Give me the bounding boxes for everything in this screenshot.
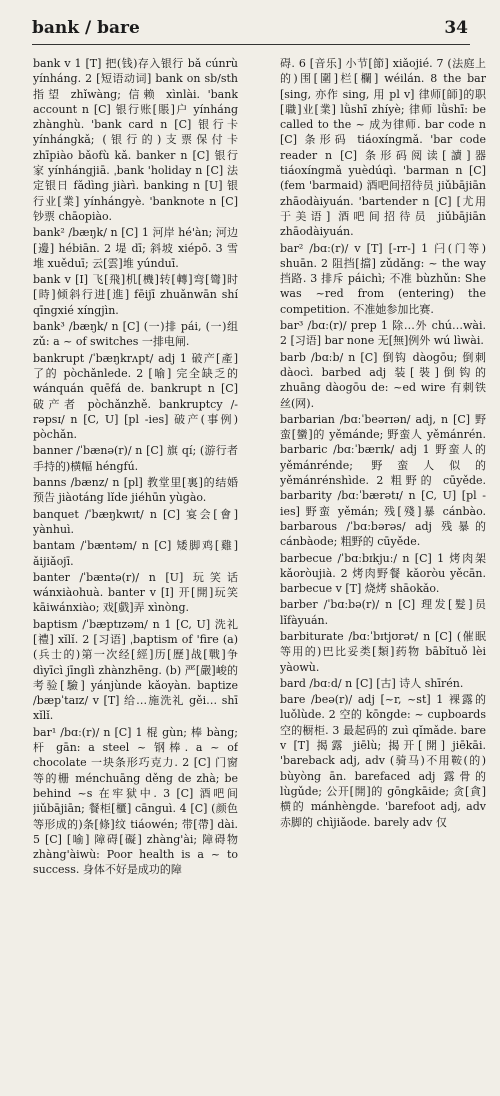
entry-barbiturate: barbiturate /bɑːˈbɪtjʊrət/ n [C] (催眠等用的)巴比妥类[類]药物 bābǐtuǒ lèi yàowù. <box>280 629 486 674</box>
entry-banns: banns /bænz/ n [pl] 教堂里[裏]的结婚预告 jiàotáng lǐde jiéhūn yùgào. <box>33 476 238 505</box>
entry-bank-2: bank² /bæŋk/ n [C] 1 河岸 hé'àn; 河边[邊] hébiān. 2 堤 dī; 斜坡 xiépō. 3 雪堆 xuěduī; 云[雲]堆 yúnduī. <box>33 226 238 270</box>
entry-banquet: banquet /ˈbæŋkwɪt/ n [C] 宴会[會] yànhuì. <box>33 507 238 536</box>
entry-bantam: bantam /ˈbæntəm/ n [C] 矮脚鸡[雞] ǎijiǎojī. <box>33 539 238 568</box>
entry-barbecue: barbecue /ˈbɑːbɪkjuː/ n [C] 1 烤肉架 kǎoròujià. 2 烤肉野餐 kǎoròu yěcān. barbecue v [T] 烧烤 shāokǎo. <box>280 551 486 596</box>
entry-barber: barber /ˈbɑːbə(r)/ n [C] 理发[髮]员 lǐfàyuán. <box>280 598 486 627</box>
entry-bank-verb: bank v [I] 飞[飛]机[機]转[轉]弯[彎]时[時]倾斜行进[進] fēijī zhuǎnwān shí qīngxié xíngjìn. <box>33 273 238 317</box>
entry-bar-3: bar³ /bɑː(r)/ prep 1 除…外 chú…wài. 2 [习语] bar none 无[無]例外 wú lìwài. <box>280 319 486 348</box>
entry-bankrupt: bankrupt /ˈbæŋkrʌpt/ adj 1 破产[產]了的 pòchǎnlede. 2 [喻] 完全缺乏的 wánquán quēfá de. bankrupt n [C] 破产者 pòchǎnzhě. bankruptcy /-rəpsɪ/ n [C, U] [pl -ies] 破产(事例) pòchǎn. <box>33 351 238 442</box>
entry-baptism: baptism /ˈbæptɪzəm/ n 1 [C, U] 洗礼[禮] xǐlǐ. 2 [习语] ˌbaptism of 'fire (a) (兵士的)第一次经[經]历[歷]战[戰]争 dìyīcì jīnglì zhànzhēng. (b) 严[嚴]峻的考验[驗] yánjùnde kǎoyàn. baptize /bæpˈtaɪz/ v [T] 给…施洗礼 gěi… shī xǐlǐ. <box>33 617 238 723</box>
running-head <box>32 16 470 45</box>
running-head-title: bank / bare <box>32 18 140 38</box>
left-column <box>33 56 238 1091</box>
entry-bank: bank v 1 [T] 把(钱)存入银行 bǎ cúnrù yínháng. 2 [短语动词] bank on sb/sth 指望 zhǐwàng; 信赖 xìnlài. 'bank account n [C] 银行账[賬]户 yínháng zhànghù. 'bank card n [C] 银行卡 yínhángkǎ; (银行的)支票保付卡 zhīpiào bǎofù kǎ. banker n [C] 银行家 yínhángjiā. ˌbank 'holiday n [C] 法定银日 fǎdìng jiàrì. banking n [U] 银行业[業] yínhángyè. 'banknote n [C] 钞票 chāopiào. <box>33 57 238 223</box>
entry-bare: bare /beə(r)/ adj [~r, ~st] 1 裸露的 luǒlùde. 2 空的 kōngde: ~ cupboards 空的橱柜. 3 最起码的 zuì qǐmǎde. bare v [T] 揭露 jiēlù; 揭开[開] jiēkāi. 'bareback adj, adv (骑马)不用鞍(的) bùyòng ān. barefaced adj 露骨的 lùgǔde; 公开[開]的 gōngkāide; 贪[貪]横的 mánhèngde. 'barefoot adj, adv 赤脚的 chìjiǎode. barely adv 仅 <box>280 693 486 829</box>
entry-bar-1-continued: 碍. 6 [音乐] 小节[節] xiǎojié. 7 (法庭上的)围[圍]栏[欄] wéilán. 8 the bar [sing, 亦作 sing, 用 pl v] 律师[師]的职[職]业[業] lǜshī zhíyè; 律师 lǜshī: be called to the ~ 成为律师. bar code n [C] 条形码 tiáoxíngmǎ. 'bar code reader n [C] 条形码阅读[讀]器 tiáoxíngmǎ yuèdúqì. 'barman n [C] (fem 'barmaid) 酒吧间招待员 jiǔbājiān zhāodàiyuán. 'bartender n [C] [尤用于美语] 酒吧间招待员 jiǔbājiān zhāodàiyuán. <box>280 57 486 239</box>
entry-barb: barb /bɑːb/ n [C] 倒钩 dàogōu; 倒刺 dàocì. barbed adj 装[裝]倒钩的 zhuāng dàogōu de: ~ed wire 有刺铁丝(网). <box>280 350 486 410</box>
right-column <box>280 56 486 1091</box>
entry-bard: bard /bɑːd/ n [C] [古] 诗人 shīrén. <box>280 676 464 690</box>
entry-banner: banner /ˈbænə(r)/ n [C] 旗 qí; (游行者手持的)横幅 héngfú. <box>33 444 238 473</box>
entry-bar-1: bar¹ /bɑː(r)/ n [C] 1 棍 gùn; 棒 bàng; 杆 gān: a steel ~ 钢棒. a ~ of chocolate 一块条形巧克力. 2 [C] 门窗等的栅 ménchuāng děng de zhà; be behind ~s 在牢狱中. 3 [C] 酒吧间 jiǔbājiān; 餐柜[櫃] cānguì. 4 [C] (颜色等形成的)条[條]纹 tiáowén; 带[帶] dài. 5 [C] [喻] 障碍[礙] zhàng'ài; 障碍物 zhàng'àiwù: Poor health is a ~ to success. 身体不好是成功的障 <box>33 725 238 877</box>
entry-bar-2: bar² /bɑː(r)/ v [T] [-rr-] 1 闩(门等) shuān. 2 阻挡[擋] zǔdǎng: ~ the way 挡路. 3 排斥 páichì; 不准 bùzhǔn: She was ~red from (entering) the competition. 不准她参加比赛. <box>280 241 486 316</box>
entry-barbarian: barbarian /bɑːˈbeərɪən/ adj, n [C] 野蛮[蠻]的 yěmánde; 野蛮人 yěmánrén. barbaric /bɑːˈbærɪk/ adj 1 野蛮人的 yěmánrénde; 野蛮人似的 yěmánrénshìde. 2 粗野的 cūyěde. barbarity /bɑːˈbærətɪ/ n [C, U] [pl -ies] 野蛮 yěmán; 残[殘]暴 cánbào. barbarous /ˈbɑːbərəs/ adj 残暴的 cánbàode; 粗野的 cūyěde. <box>280 412 486 549</box>
entry-bank-3: bank³ /bæŋk/ n [C] (一)排 pái, (一)组 zǔ: a ~ of switches 一排电闸. <box>33 320 238 349</box>
page-number: 34 <box>444 18 468 38</box>
entry-banter: banter /ˈbæntə(r)/ n [U] 玩笑话 wánxiàohuà. banter v [I] 开[開]玩笑 kāiwánxiào; 戏[戲]弄 xìnòng. <box>33 570 238 615</box>
